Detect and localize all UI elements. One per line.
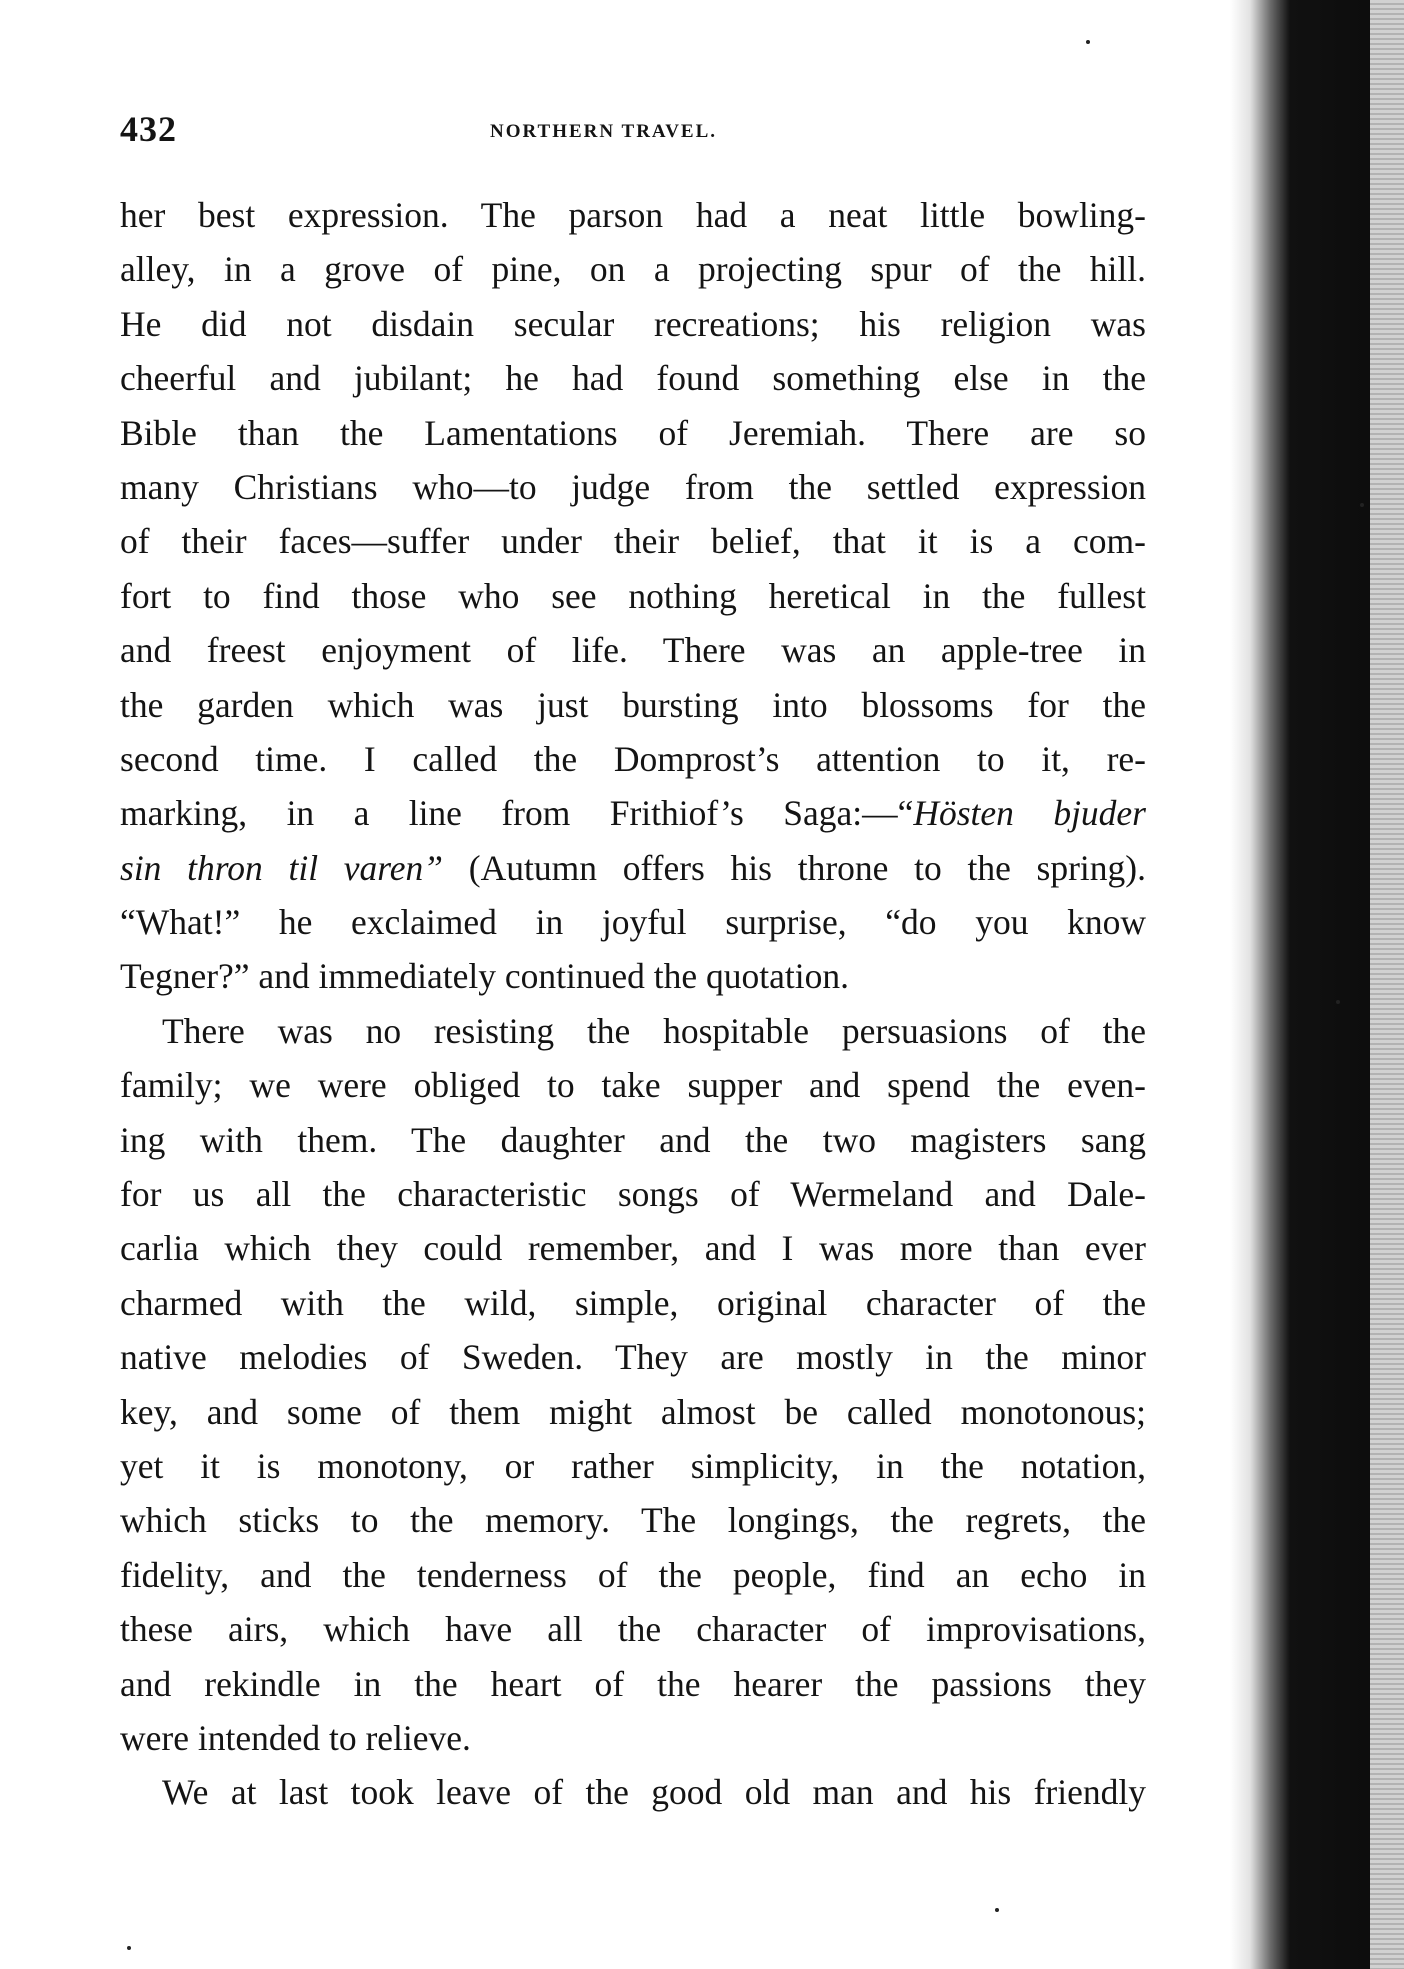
- text-line-with-quotation: [120, 786, 1146, 840]
- scan-speck: [995, 1908, 999, 1912]
- text-line: He did not disdain secular recreations; his religion was: [120, 303, 1146, 344]
- text-line: yet it is monotony, or rather simplicity, in the notation,: [120, 1445, 1146, 1486]
- text-line: charmed with the wild, simple, original character of the: [120, 1282, 1146, 1323]
- text-line: many Christians who—to judge from the settled expression: [120, 466, 1146, 507]
- swedish-quotation: sin thron til varen”: [120, 847, 444, 888]
- text-line: key, and some of them might almost be called monotonous;: [120, 1391, 1146, 1432]
- text-segment: marking, in a line from Frithiof’s Saga:—“: [120, 793, 914, 834]
- text-line: ing with them. The daughter and the two magisters sang: [120, 1119, 1146, 1160]
- scan-speck: [1360, 503, 1364, 507]
- scan-speck: [1086, 40, 1090, 44]
- swedish-quotation: Hösten bjuder: [913, 793, 1147, 834]
- body-text: [120, 188, 1146, 1820]
- paragraph-start-line: We at last took leave of the good old man and his friendly: [162, 1772, 1146, 1813]
- text-line-with-quotation: [120, 841, 1146, 895]
- text-line: were intended to relieve.: [120, 1717, 471, 1758]
- text-line: which sticks to the memory. The longings, the regrets, the: [120, 1500, 1146, 1541]
- text-line: native melodies of Sweden. They are mostly in the minor: [120, 1337, 1146, 1378]
- running-title: NORTHERN TRAVEL.: [490, 121, 718, 142]
- page-number: 432: [120, 109, 177, 149]
- text-line: fort to find those who see nothing heretical in the fullest: [120, 575, 1146, 616]
- scan-speck: [127, 1946, 131, 1950]
- text-line: these airs, which have all the character of improvisations,: [120, 1609, 1146, 1650]
- text-line: second time. I called the Domprost’s attention to it, re-: [120, 738, 1146, 779]
- text-line: her best expression. The parson had a neat little bowling-: [120, 195, 1146, 235]
- text-line: the garden which was just bursting into blossoms for the: [120, 684, 1146, 725]
- text-line: cheerful and jubilant; he had found something else in the: [120, 358, 1146, 399]
- text-line: Bible than the Lamentations of Jeremiah. There are so: [120, 412, 1146, 453]
- text-line: fidelity, and the tenderness of the people, find an echo in: [120, 1554, 1146, 1595]
- text-line: Tegner?” and immediately continued the quotation.: [120, 956, 849, 997]
- text-line: for us all the characteristic songs of Wermeland and Dale-: [120, 1174, 1146, 1215]
- scan-speck: [1336, 1000, 1340, 1004]
- running-head: [120, 108, 1148, 156]
- text-line: carlia which they could remember, and I was more than ever: [120, 1228, 1146, 1269]
- text-line: “What!” he exclaimed in joyful surprise, “do you know: [120, 902, 1146, 943]
- scan-edge-strip: [1370, 0, 1404, 1969]
- text-line: of their faces—suffer under their belief, that it is a com-: [120, 521, 1146, 562]
- text-line: family; we were obliged to take supper and spend the even-: [120, 1065, 1146, 1106]
- text-line: and freest enjoyment of life. There was an apple-tree in: [120, 630, 1146, 671]
- text-segment: (Autumn offers his throne to the spring).: [443, 847, 1146, 888]
- paragraph-start-line: There was no resisting the hospitable persuasions of the: [162, 1010, 1146, 1051]
- text-line: and rekindle in the heart of the hearer the passions they: [120, 1663, 1146, 1704]
- text-line: alley, in a grove of pine, on a projecting spur of the hill.: [120, 249, 1146, 290]
